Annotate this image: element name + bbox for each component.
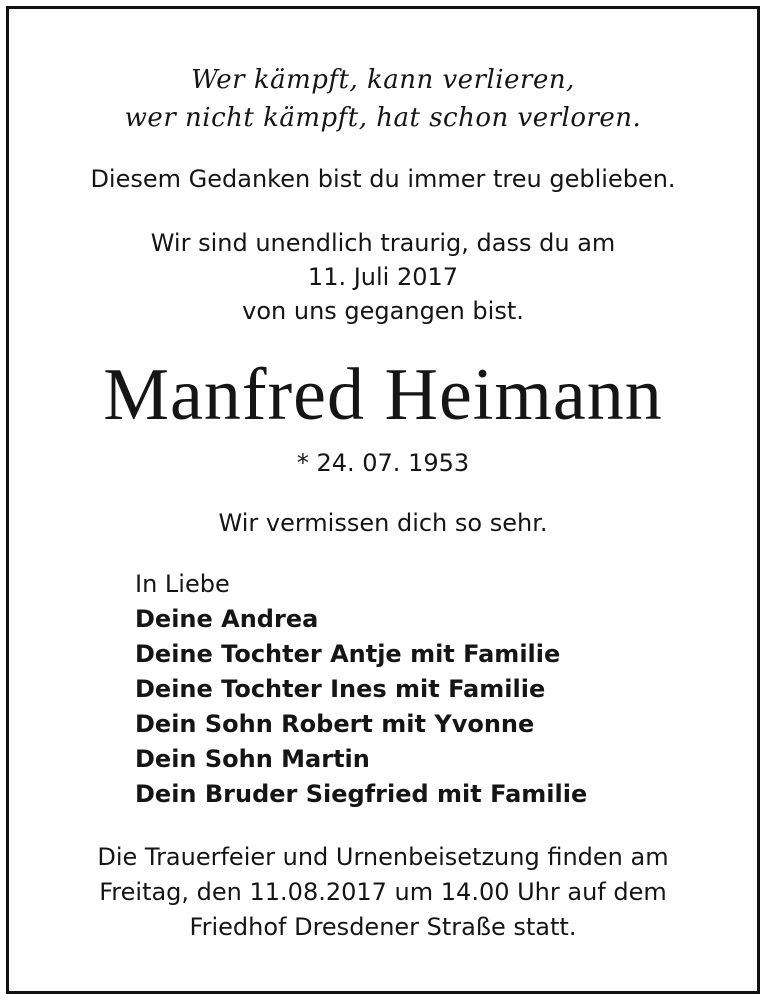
deceased-name: Manfred Heimann bbox=[103, 354, 663, 436]
death-date: 11. Juli 2017 bbox=[307, 263, 459, 291]
obituary-notice bbox=[9, 9, 757, 991]
birth-date: * 24. 07. 1953 bbox=[296, 449, 470, 477]
signer-name: Deine Tochter Antje mit Familie bbox=[135, 640, 561, 668]
signer-name: Dein Sohn Martin bbox=[135, 745, 370, 773]
funeral-line-3: Friedhof Dresdener Straße statt. bbox=[189, 913, 577, 941]
passing-line-3: von uns gegangen bist. bbox=[242, 297, 524, 325]
funeral-line-2: Freitag, den 11.08.2017 um 14.00 Uhr auf dem bbox=[99, 878, 667, 906]
motto-line-1: Wer kämpft, kann verlieren, bbox=[191, 65, 575, 95]
passing-line-1: Wir sind unendlich traurig, dass du am bbox=[150, 229, 616, 257]
obituary-border bbox=[6, 6, 760, 994]
miss-text: Wir vermissen dich so sehr. bbox=[218, 509, 548, 537]
motto-line-2: wer nicht kämpft, hat schon verloren. bbox=[124, 103, 642, 133]
signer-name: Dein Bruder Siegfried mit Familie bbox=[135, 780, 588, 808]
signers-block bbox=[135, 567, 587, 812]
signer-name: Deine Tochter Ines mit Familie bbox=[135, 675, 546, 703]
thought-text: Diesem Gedanken bist du immer treu geblieben. bbox=[90, 165, 676, 193]
funeral-line-1: Die Trauerfeier und Urnenbeisetzung finden am bbox=[97, 843, 669, 871]
signers-intro: In Liebe bbox=[135, 570, 230, 598]
signer-name: Dein Sohn Robert mit Yvonne bbox=[135, 710, 535, 738]
signer-name: Deine Andrea bbox=[135, 605, 319, 633]
